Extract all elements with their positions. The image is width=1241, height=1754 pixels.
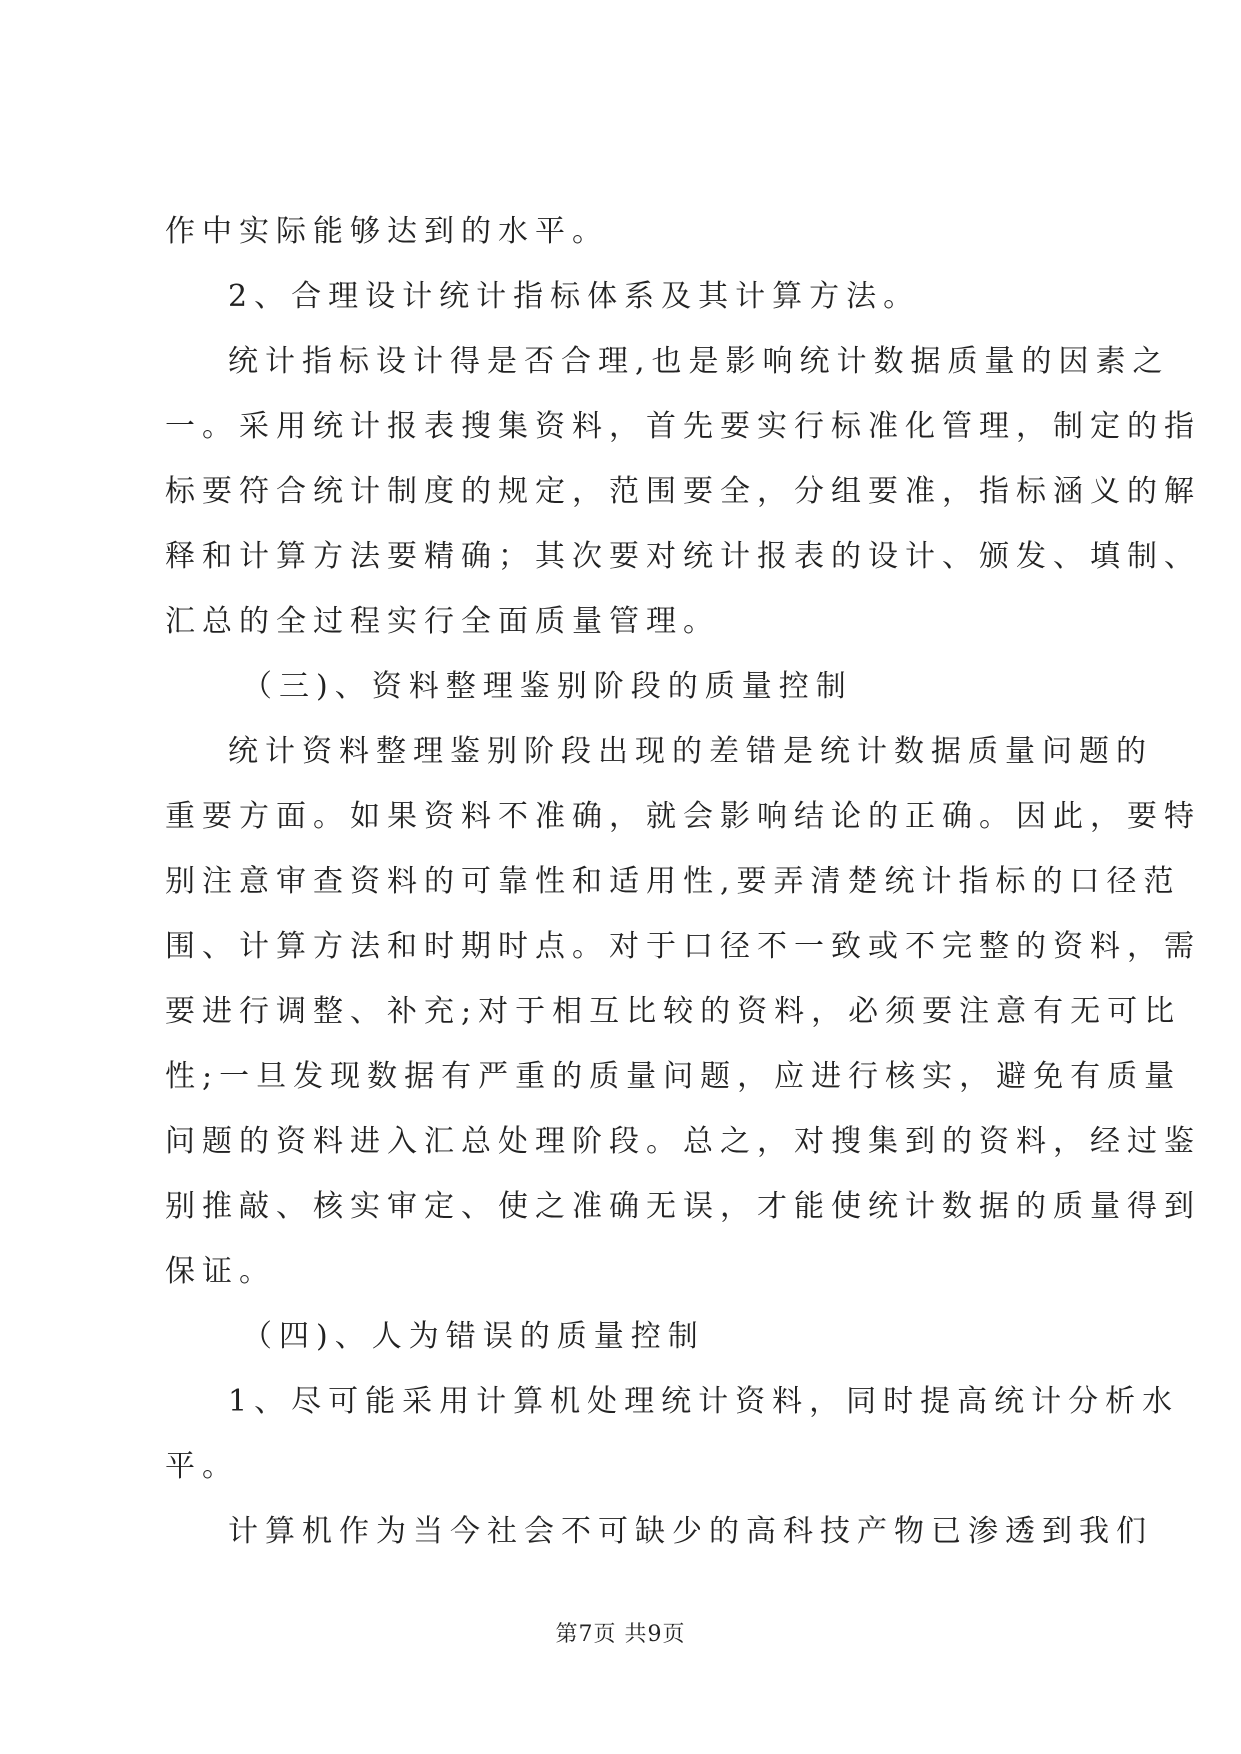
body-text-line: 别注意审查资料的可靠性和适用性,要弄清楚统计指标的口径范 [165, 864, 1181, 899]
body-text-line: 重要方面。如果资料不准确，就会影响结论的正确。因此，要特 [165, 799, 1201, 834]
body-text-line: 别推敲、核实审定、使之准确无误，才能使统计数据的质量得到 [165, 1189, 1201, 1224]
subheading-line: 2、合理设计统计指标体系及其计算方法。 [228, 279, 921, 314]
body-text-line: 计算机作为当今社会不可缺少的高科技产物已渗透到我们 [228, 1514, 1153, 1549]
body-text-line: 保证。 [165, 1254, 276, 1289]
page-footer: 第7页 共9页 [555, 1622, 686, 1647]
body-text-line: 作中实际能够达到的水平。 [165, 214, 609, 249]
body-text-line: 要进行调整、补充;对于相互比较的资料，必须要注意有无可比 [165, 994, 1182, 1029]
body-text-line: 统计指标设计得是否合理,也是影响统计数据质量的因素之 [228, 344, 1170, 379]
body-text-line: 围、计算方法和时期时点。对于口径不一致或不完整的资料，需 [165, 929, 1201, 964]
body-text-line: 标要符合统计制度的规定，范围要全，分组要准，指标涵义的解 [165, 474, 1201, 509]
section-heading: （三)、资料整理鉴别阶段的质量控制 [242, 669, 853, 704]
body-text-line: 汇总的全过程实行全面质量管理。 [165, 604, 720, 639]
body-text-line: 统计资料整理鉴别阶段出现的差错是统计数据质量问题的 [228, 734, 1153, 769]
section-heading: （四)、人为错误的质量控制 [242, 1319, 705, 1354]
body-text-line: 平。 [165, 1449, 239, 1484]
body-text-line: 问题的资料进入汇总处理阶段。总之，对搜集到的资料，经过鉴 [165, 1124, 1201, 1159]
body-text-line: 性;一旦发现数据有严重的质量问题，应进行核实，避免有质量 [165, 1059, 1182, 1094]
subheading-line: 1、尽可能采用计算机处理统计资料，同时提高统计分析水 [228, 1384, 1180, 1419]
body-text-line: 释和计算方法要精确；其次要对统计报表的设计、颁发、填制、 [165, 539, 1201, 574]
body-text-line: 一。采用统计报表搜集资料，首先要实行标准化管理，制定的指 [165, 409, 1201, 444]
